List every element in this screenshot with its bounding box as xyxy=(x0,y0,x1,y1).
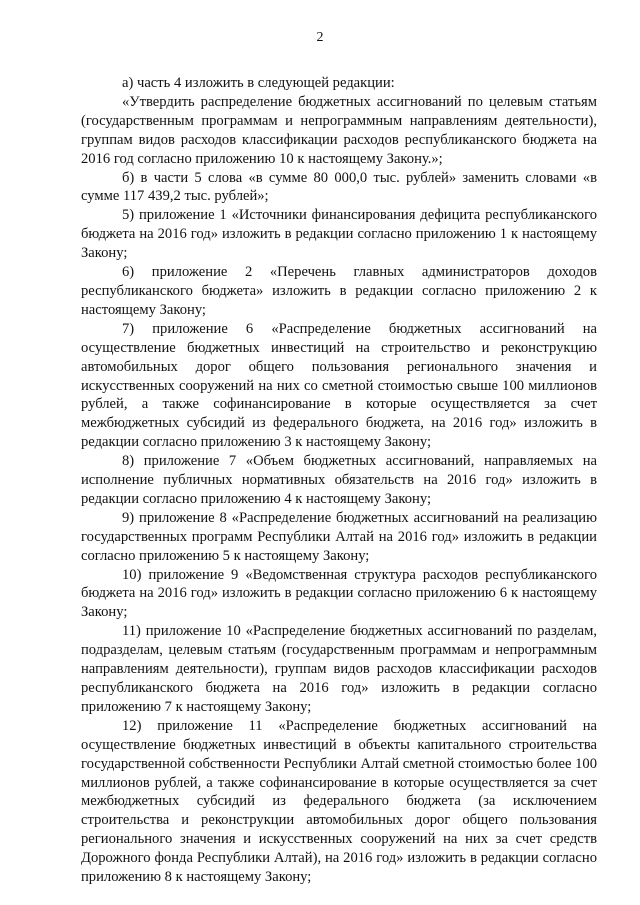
page-number: 2 xyxy=(316,30,324,45)
paragraph-item-12: 12) приложение 11 «Распределение бюджетных ассигнований на осуществление бюджетных инвестиций в объекты капитального строительства государственной собственности Республики Алтай сметной стоимостью более 100 миллионов рублей, а также софинансирование в которые осуществляется за счет межбюджетных субсидий из федерального бюджета (за исключением строительства и реконструкции автомобильных дорог общего пользования регионального значения и искусственных сооружений на них за счет средств Дорожного фонда Республики Алтай), на 2016 год» изложить в редакции согласно приложению 8 к настоящему Закону; xyxy=(81,717,597,886)
paragraph-item-9: 9) приложение 8 «Распределение бюджетных ассигнований на реализацию государственных программ Республики Алтай на 2016 год» изложить в редакции согласно приложению 5 к настоящему Закону; xyxy=(81,509,597,564)
paragraph-quote-part-4: «Утвердить распределение бюджетных ассигнований по целевым статьям (государственным программам и непрограммным направлениям деятельности), группам видов расходов классификации расходов республиканского бюджета на 2016 год согласно приложению 10 к настоящему Закону.»; xyxy=(81,93,597,167)
document-body xyxy=(81,74,597,887)
paragraph-item-7: 7) приложение 6 «Распределение бюджетных ассигнований на осуществление бюджетных инвестиций на строительство и реконструкцию автомобильных дорог общего пользования регионального значения и искусственных сооружений на них со сметной стоимостью свыше 100 миллионов рублей, а также софинансирование в которые осуществляется за счет межбюджетных субсидий из федерального бюджета, на 2016 год» изложить в редакции согласно приложению 3 к настоящему Закону; xyxy=(81,320,597,451)
paragraph-item-10: 10) приложение 9 «Ведомственная структура расходов республиканского бюджета на 2016 год» изложить в редакции согласно приложению 6 к настоящему Закону; xyxy=(81,566,597,621)
paragraph-item-8: 8) приложение 7 «Объем бюджетных ассигнований, направляемых на исполнение публичных нормативных обязательств на 2016 год» изложить в редакции согласно приложению 4 к настоящему Закону; xyxy=(81,453,597,507)
paragraph-item-5: 5) приложение 1 «Источники финансирования дефицита республиканского бюджета на 2016 год» изложить в редакции согласно приложению 1 к настоящему Закону; xyxy=(81,207,597,262)
paragraph-part-5: б) в части 5 слова «в сумме 80 000,0 тыс. рублей» заменить словами «в сумме 117 439,2 тыс. рублей»; xyxy=(81,169,597,205)
paragraph-item-11: 11) приложение 10 «Распределение бюджетных ассигнований по разделам, подразделам, целевым статьям (государственным программам и непрограммным направлениям деятельности), группам видов расходов классификации расходов республиканского бюджета на 2016 год» изложить в редакции согласно приложению 7 к настоящему Закону; xyxy=(81,623,597,715)
paragraph-part-4: а) часть 4 изложить в следующей редакции: xyxy=(122,75,395,91)
paragraph-item-6: 6) приложение 2 «Перечень главных администраторов доходов республиканского бюджета» изложить в редакции согласно приложению 2 к настоящему Закону; xyxy=(81,264,597,318)
